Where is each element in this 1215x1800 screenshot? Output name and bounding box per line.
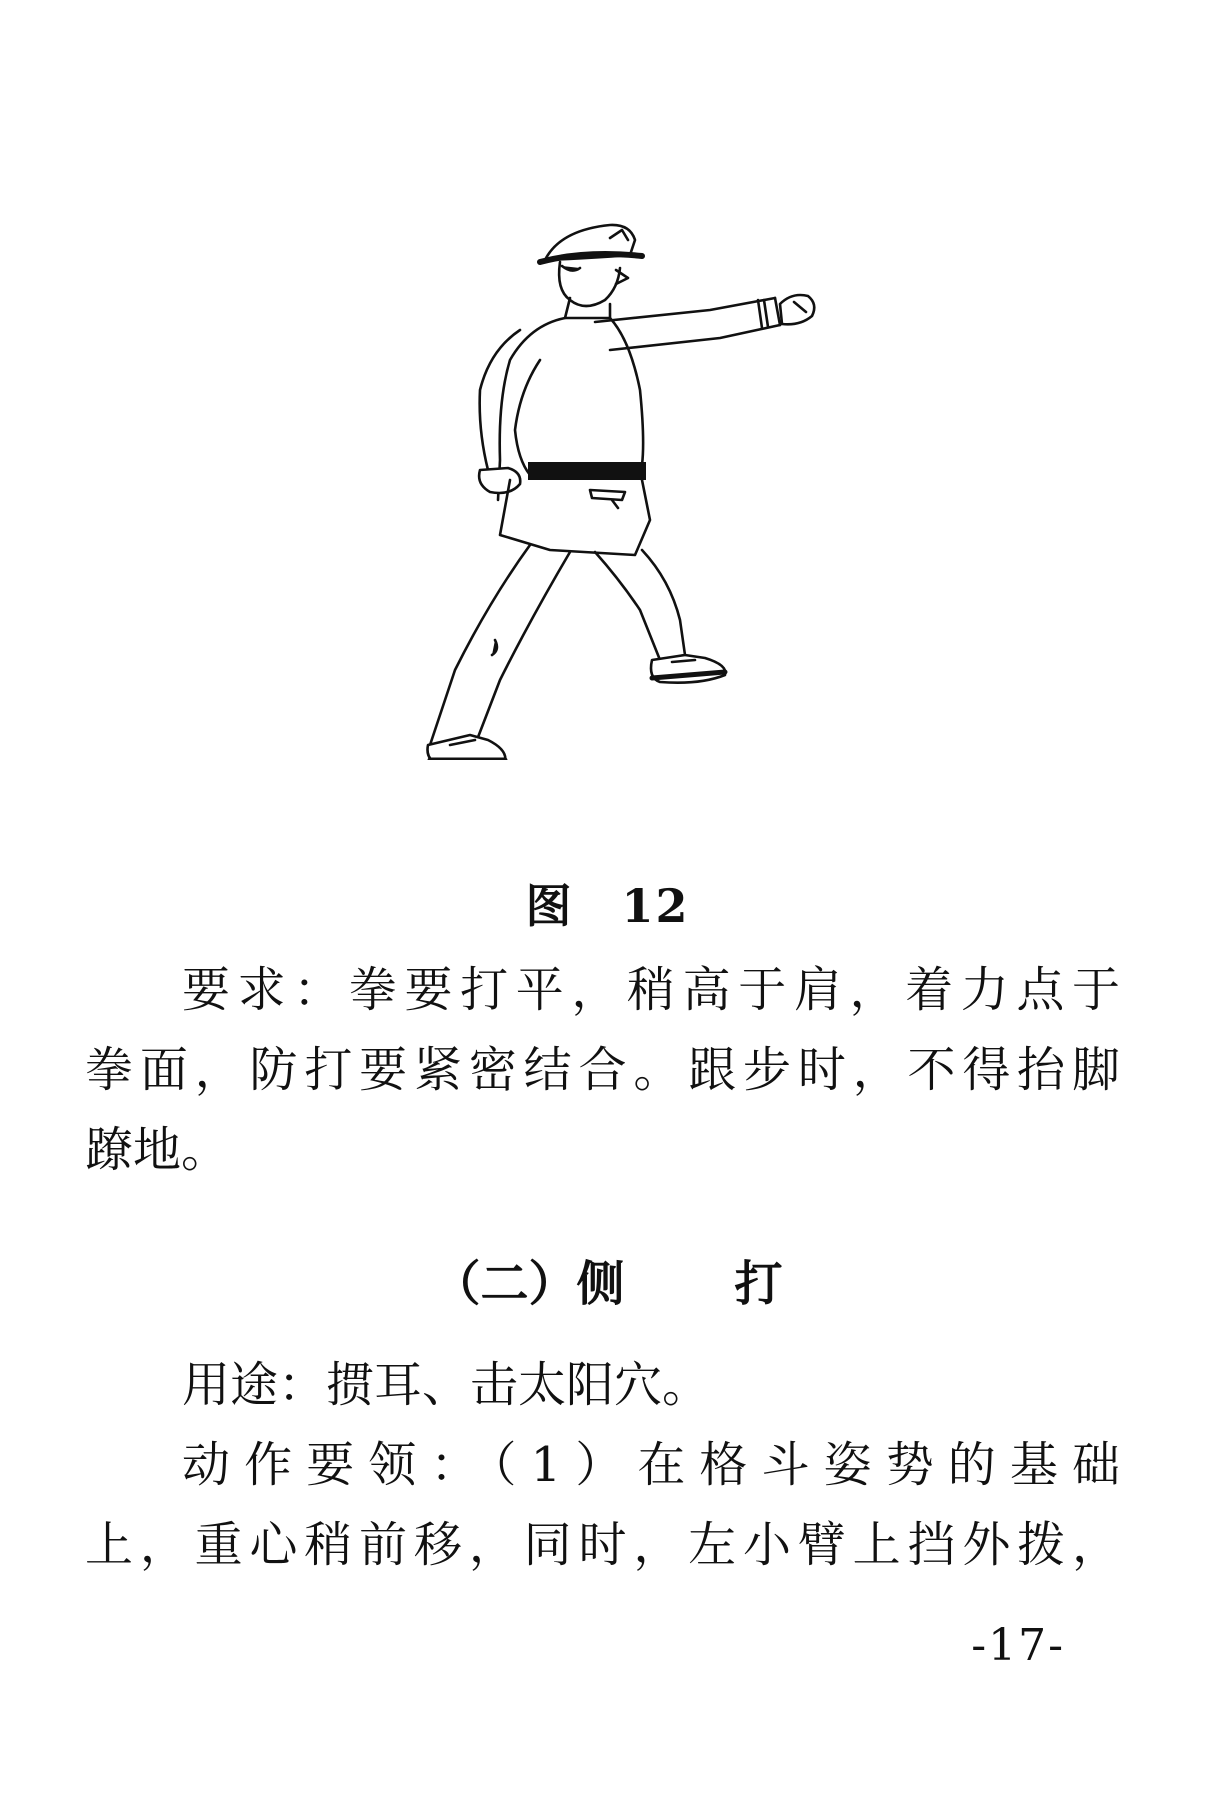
- section-heading: [0, 1245, 1215, 1314]
- usage-text: 用途：掼耳、击太阳穴。: [182, 1357, 711, 1413]
- requirements-line-3: 蹽地。: [85, 1122, 230, 1178]
- page-number: -17-: [971, 1620, 1065, 1671]
- requirements-line-1: 要求：拳要打平，稍高于肩，着力点于: [182, 962, 1120, 1018]
- section-title-part2: 打: [734, 1256, 783, 1312]
- section-number: （二）: [432, 1256, 577, 1312]
- requirements-line-2: 拳面，防打要紧密结合。跟步时，不得抬脚: [85, 1042, 1120, 1098]
- essentials-paragraph: [85, 1425, 1120, 1585]
- essentials-line-2: 上，重心稍前移，同时，左小臂上挡外拨，: [85, 1517, 1120, 1573]
- essentials-line-1: 动作要领：（1）在格斗姿势的基础: [182, 1437, 1120, 1493]
- figure-caption-label: 图: [525, 879, 574, 933]
- requirements-paragraph: [85, 950, 1120, 1190]
- section-title-part1: 侧: [576, 1256, 625, 1312]
- usage-paragraph: [85, 1345, 1120, 1425]
- punch-illustration: [380, 200, 840, 760]
- figure-caption-number: 12: [621, 879, 690, 933]
- figure-caption: [0, 870, 1215, 936]
